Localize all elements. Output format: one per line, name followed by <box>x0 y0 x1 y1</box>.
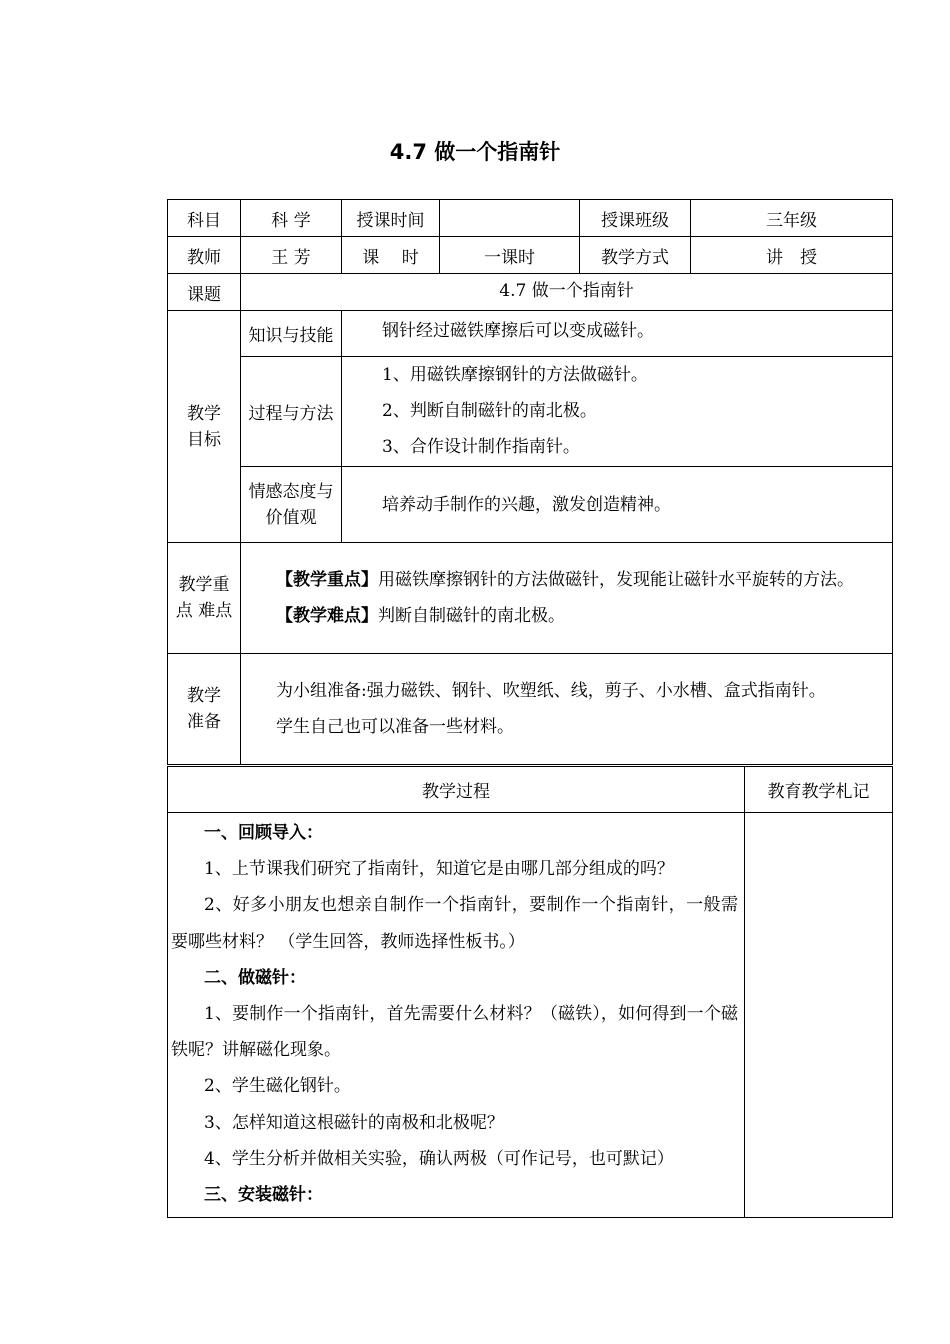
process-step: 4、学生分析并做相关实验，确认两极（可作记号，也可默记） <box>204 1148 674 1169</box>
process-method-item: 2、判断自制磁针的南北极。 <box>382 401 597 421</box>
process-header: 教学过程 <box>168 767 745 813</box>
method-label: 教学方式 <box>580 237 691 274</box>
goals-label-line1: 教学 <box>187 403 221 424</box>
section-heading: 一、回顾导入： <box>204 823 323 843</box>
emotion-text: 培养动手制作的兴趣，激发创造精神。 <box>342 467 893 543</box>
preparation-line: 学生自己也可以准备一些材料。 <box>276 717 514 737</box>
difficulty-tag: 【教学难点】 <box>276 606 378 626</box>
class-label: 授课班级 <box>580 200 691 237</box>
notes-header: 教育教学札记 <box>745 767 893 813</box>
teacher-label: 教师 <box>168 237 241 274</box>
key-points-content <box>241 543 893 654</box>
knowledge-text: 钢针经过磁铁摩擦后可以变成磁针。 <box>342 311 893 357</box>
preparation-label <box>168 654 241 765</box>
time-label: 授课时间 <box>342 200 440 237</box>
time-value <box>440 200 580 237</box>
key-point-tag: 【教学重点】 <box>276 570 378 590</box>
difficulty-text: 判断自制磁针的南北极。 <box>378 606 565 626</box>
hours-label: 课 时 <box>342 237 440 274</box>
process-method-list <box>342 357 893 467</box>
process-step: 3、怎样知道这根磁针的南极和北极呢？ <box>204 1112 504 1133</box>
section-heading: 二、做磁针： <box>204 967 306 988</box>
process-step: 1、上节课我们研究了指南针，知道它是由哪几部分组成的吗？ <box>204 859 674 880</box>
process-step: 2、好多小朋友也想亲自制作一个指南针，要制作一个指南针，一般需要哪些材料？ （学生回答，教师选择性板书。） <box>171 895 738 952</box>
page-title: 4.7 做一个指南针 <box>389 140 561 164</box>
topic-label: 课题 <box>168 274 241 311</box>
preparation-label-line1: 教学 <box>187 686 221 706</box>
teaching-process-table <box>167 766 893 1218</box>
knowledge-label: 知识与技能 <box>241 311 342 357</box>
topic-value: 4.7 做一个指南针 <box>241 274 893 311</box>
emotion-label <box>241 467 342 543</box>
key-points-label-line2: 点 难点 <box>175 601 233 621</box>
notes-column <box>745 813 893 1218</box>
process-body <box>168 813 745 1218</box>
subject-label: 科目 <box>168 200 241 237</box>
lesson-plan-table <box>167 199 893 765</box>
key-points-label-line1: 教学重 <box>178 575 230 595</box>
emotion-label-line2: 价值观 <box>265 507 317 528</box>
key-point-paragraph <box>243 562 889 598</box>
process-method-item: 1、用磁铁摩擦钢针的方法做磁针。 <box>382 365 648 385</box>
teacher-value: 王 芳 <box>241 237 342 274</box>
preparation-line: 为小组准备:强力磁铁、钢针、吹塑纸、线，剪子、小水槽、盒式指南针。 <box>276 681 826 701</box>
process-method-label: 过程与方法 <box>241 357 342 467</box>
key-point-text: 用磁铁摩擦钢针的方法做磁针，发现能让磁针水平旋转的方法。 <box>378 570 854 590</box>
section-heading: 三、安装磁针： <box>204 1185 323 1206</box>
process-method-item: 3、合作设计制作指南针。 <box>382 437 580 457</box>
key-points-label <box>168 543 241 654</box>
preparation-content <box>241 654 893 765</box>
goals-label <box>168 311 241 543</box>
process-step: 2、学生磁化钢针。 <box>204 1076 351 1097</box>
subject-value: 科 学 <box>241 200 342 237</box>
preparation-label-line2: 准备 <box>187 712 221 732</box>
hours-value: 一课时 <box>440 237 580 274</box>
emotion-label-line1: 情感态度与 <box>248 481 334 502</box>
difficulty-paragraph <box>243 598 889 634</box>
class-value: 三年级 <box>691 200 893 237</box>
goals-label-line2: 目标 <box>187 429 221 450</box>
process-step: 1、要制作一个指南针，首先需要什么材料？（磁铁），如何得到一个磁铁呢？讲解磁化现象。 <box>171 1004 738 1061</box>
method-value: 讲 授 <box>691 237 893 274</box>
